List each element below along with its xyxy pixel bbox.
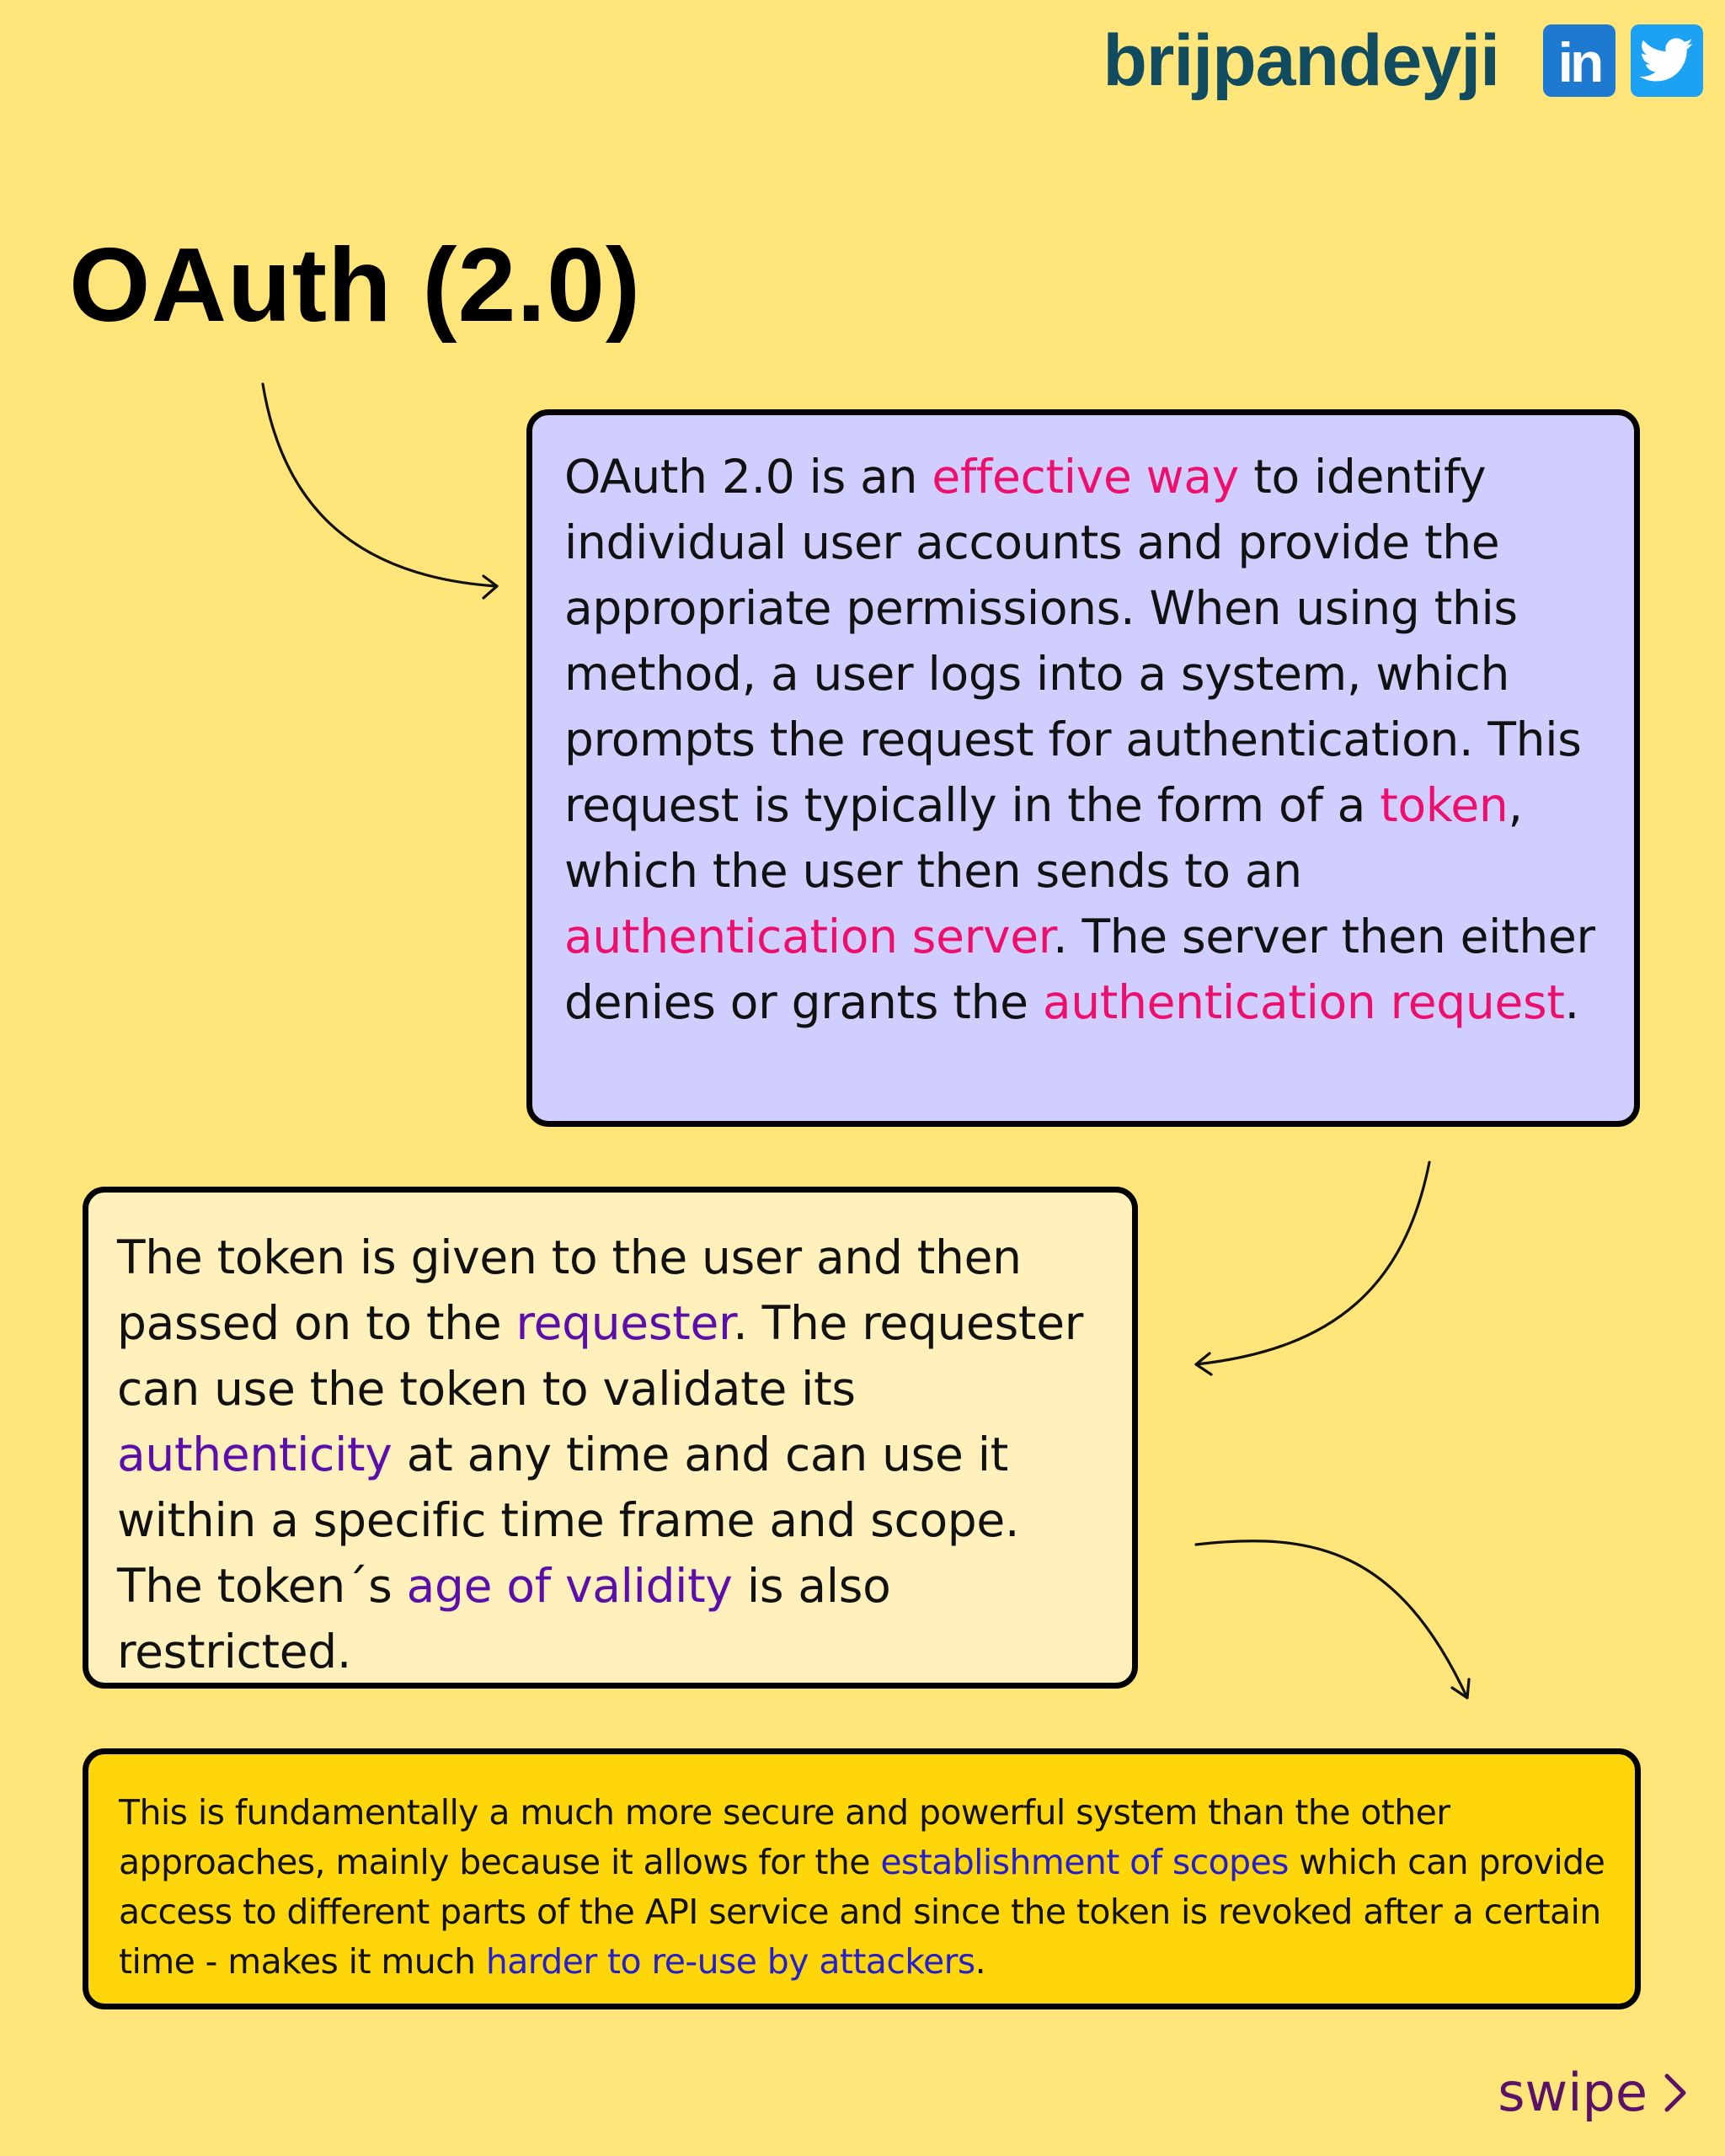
intro-text-part: . The server then either denies or grants the — [564, 910, 1595, 1029]
intro-text-part: to identify individual user accounts and provide the appropriate permissions. When using this method, a user logs into a system, which prompts the request for authentication. This request is typically in the form of a — [564, 450, 1582, 832]
linkedin-icon-text: in — [1557, 31, 1601, 93]
intro-card — [526, 409, 1640, 1127]
arrow-title-to-intro-icon — [263, 384, 497, 598]
highlight-harder-to-re-use: harder to re-use by attackers — [485, 1941, 975, 1982]
summary-text-part: This is fundamentally a much more secure and powerful system than the other approaches, mainly because it allows for the — [119, 1792, 1450, 1882]
summary-text — [119, 1788, 1618, 1987]
chevron-right-icon — [1663, 2072, 1688, 2114]
token-text — [117, 1225, 1119, 1684]
token-text-part: . The requester can use the token to validate its — [117, 1296, 1084, 1416]
highlight-effective-way: effective way — [932, 450, 1240, 504]
token-text-part: The token is given to the user and then passed on to the — [117, 1230, 1022, 1350]
twitter-icon[interactable] — [1631, 24, 1703, 97]
summary-card — [83, 1748, 1641, 2009]
intro-text — [564, 444, 1616, 1035]
intro-text-part: OAuth 2.0 is an — [564, 450, 932, 504]
intro-text-part: , which the user then sends to an — [564, 778, 1523, 898]
swipe-label: swipe — [1498, 2062, 1648, 2123]
linkedin-icon[interactable] — [1543, 24, 1616, 97]
arrow-token-to-summary-icon — [1196, 1541, 1469, 1698]
intro-text-part: . — [1564, 975, 1579, 1029]
token-text-part: at any time and can use it within a specific time frame and scope. The token´s — [117, 1428, 1020, 1613]
twitter-bird-icon — [1640, 38, 1694, 83]
summary-text-part: . — [975, 1941, 986, 1982]
token-text-part: is also restricted. — [117, 1559, 891, 1678]
highlight-authentication-server: authentication server — [564, 910, 1054, 963]
highlight-authentication-request: authentication request — [1042, 975, 1565, 1029]
token-card — [83, 1187, 1138, 1689]
summary-text-part: which can provide access to different parts of the API service and since the token is revoked after a certain time - makes it much — [119, 1842, 1605, 1982]
header — [1103, 19, 1703, 103]
highlight-requester: requester — [515, 1296, 734, 1350]
brand-name: brijpandeyji — [1103, 19, 1499, 101]
highlight-establishment-of-scopes: establishment of scopes — [880, 1842, 1289, 1882]
highlight-age-of-validity: age of validity — [406, 1559, 733, 1613]
page-title: OAuth (2.0) — [69, 227, 642, 344]
arrow-intro-to-token-icon — [1196, 1162, 1429, 1374]
swipe-button[interactable] — [1498, 2062, 1688, 2123]
highlight-token: token — [1380, 778, 1509, 832]
highlight-authenticity: authenticity — [117, 1428, 393, 1481]
